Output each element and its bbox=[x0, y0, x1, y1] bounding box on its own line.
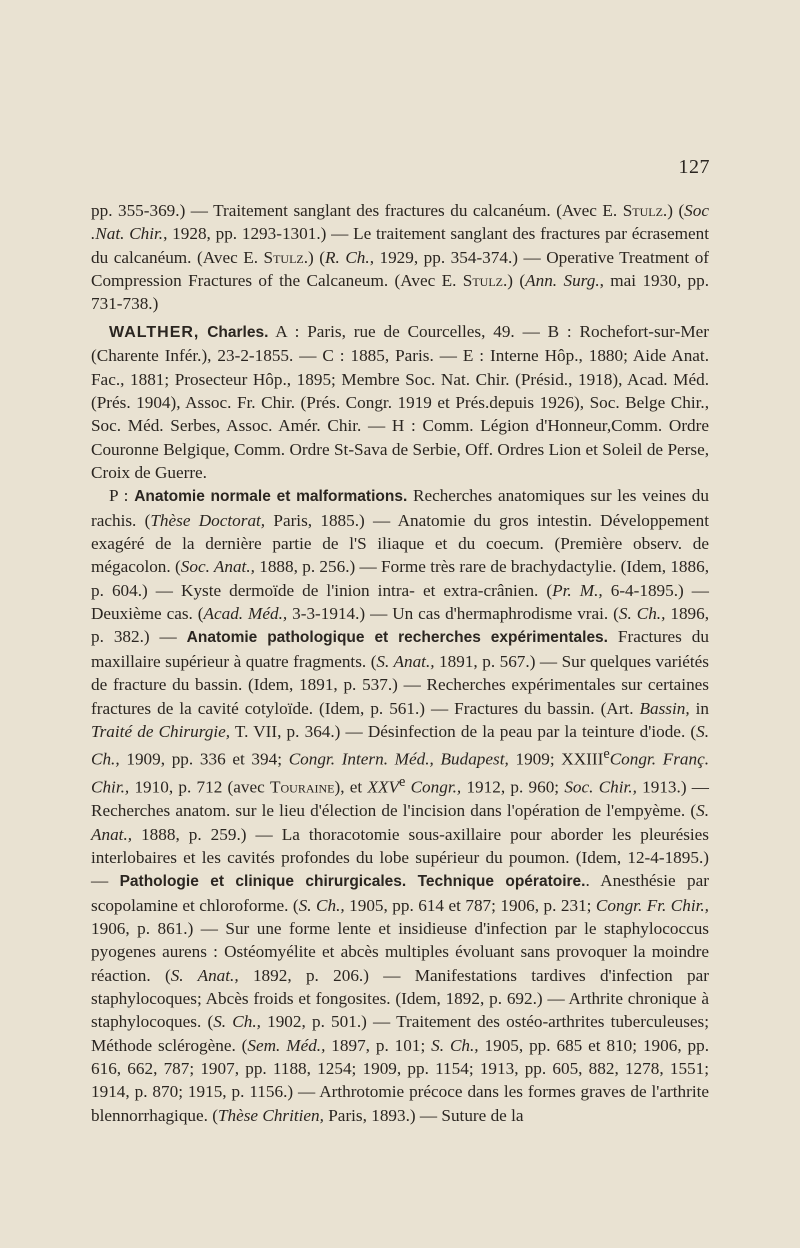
section-heading-clinical: Pathologie et clinique chirurgicales. Technique opératoire. bbox=[119, 873, 586, 891]
intro-paragraph: pp. 355-369.) — Traitement sanglant des fractures du calcanéum. (Avec E. Stulz.) (Soc .Nat. Chir., 1928, pp. 1293-1301.) — Le traitement sanglant des fractures par écrasement du calcanéum. (Avec E. Stulz.) (R. Ch., 1929, pp. 354-374.) — Operative Treatment of Compression Fractures of the Calcaneum. (Avec E. Stulz.) (Ann. Surg., mai 1930, pp. 731-738.) bbox=[91, 201, 710, 314]
biography-paragraph: WALTHER, Charles. A : Paris, rue de Courcelles, 49. — B : Rochefort-sur-Mer (Charente Infér.), 23-2-1855. — C : 1885, Paris. — E : Interne Hôp., 1880; Aide Anat. Fac., 1881; Prosecteur Hôp., 1895; Membre Soc. Nat. Chir. (Présid., 1918), Acad. Méd. (Prés. 1904), Assoc. Fr. Chir. (Prés. Congr. 1919 et Prés.depuis 1926), Soc. Belge Chir., Soc. Méd. Serbes, Assoc. Amér. Chir. — H : Comm. Légion d'Honneur,Comm. Ordre Couronne Belgique, Comm. Ordre St-Sava de Serbie, Off. Ordres Lion et Soleil de Perse, Croix de Guerre. bbox=[91, 322, 710, 483]
entry-walther bbox=[91, 320, 709, 1127]
publications-paragraph: P : Anatomie normale et malformations. Recherches anatomiques sur les veines du rachis. (Thèse Doctorat, Paris, 1885.) — Anatomie du gros intestin. Développement exagéré de la dernière partie de l'S iliaque et du coecum. (Première observ. de mégacolon. (Soc. Anat., 1888, p. 256.) — Forme très rare de brachydactylie. (Idem, 1886, p. 604.) — Kyste dermoïde de l'inion intra- et extra-crânien. (Pr. M., 6-4-1895.) — Deuxième cas. (Acad. Méd., 3-3-1914.) — Un cas d'hermaphrodisme vrai. (S. Ch., 1896, p. 382.) — Anatomie pathologique et recherches expérimentales. Fractures du maxillaire supérieur à quatre fragments. (S. Anat., 1891, p. 567.) — Sur quelques variétés de fracture du bassin. (Idem, 1891, p. 537.) — Recherches expérimentales sur certaines fractures de la cavité cotyloïde. (Idem, p. 561.) — Fractures du bassin. (Art. Bassin, in Traité de Chirurgie, T. VII, p. 364.) — Désinfection de la peau par la teinture d'iode. (S. Ch., 1909, pp. 336 et 394; Congr. Intern. Méd., Budapest, 1909; XXIIIeCongr. Franç. Chir., 1910, p. 712 (avec Touraine), et XXVe Congr., 1912, p. 960; Soc. Chir., 1913.) — Recherches anatom. sur le lieu d'élection de l'incision dans l'opération de l'empyème. (S. Anat., 1888, p. 259.) — La thoracotomie sous-axillaire pour aborder les pleurésies interlobaires et les cavités profondes du lobe supérieur du poumon. (Idem, 12-4-1895.) — Pathologie et clinique chirurgicales. Technique opératoire.. Anesthésie par scopolamine et chloroforme. (S. Ch., 1905, pp. 614 et 787; 1906, p. 231; Congr. Fr. Chir., 1906, p. 861.) — Sur une forme lente et insidieuse d'infection par le staphylococcus pyogenes aurens : Ostéomyélite et abcès multiples évoluant sans provoquer la moindre réaction. (S. Anat., 1892, p. 206.) — Manifestations tardives d'infection par staphylocoques; Abcès froids et fongosites. (Idem, 1892, p. 692.) — Arthrite chronique à staphylocoques. (S. Ch., 1902, p. 501.) — Traitement des ostéo-arthrites tuberculeuses; Méthode sclérogène. (Sem. Méd., 1897, p. 101; S. Ch., 1905, pp. 685 et 810; 1906, pp. 616, 662, 787; 1907, pp. 1188, 1254; 1909, pp. 1154; 1913, pp. 605, 882, 1278, 1551; 1914, p. 870; 1915, p. 1156.) — Arthrotomie précoce dans les formes graves de l'arthrite blennorrhagique. (Thèse Chritien, Paris, 1893.) — Suture de la bbox=[91, 486, 710, 1125]
section-heading-pathology: Anatomie pathologique et recherches expérimentales. bbox=[186, 629, 608, 647]
entry-surname: WALTHER, bbox=[109, 324, 200, 341]
section-heading-anatomy: Anatomie normale et malformations. bbox=[134, 488, 408, 506]
entry-firstname: Charles. bbox=[207, 324, 269, 341]
page-number: 127 bbox=[678, 156, 710, 178]
